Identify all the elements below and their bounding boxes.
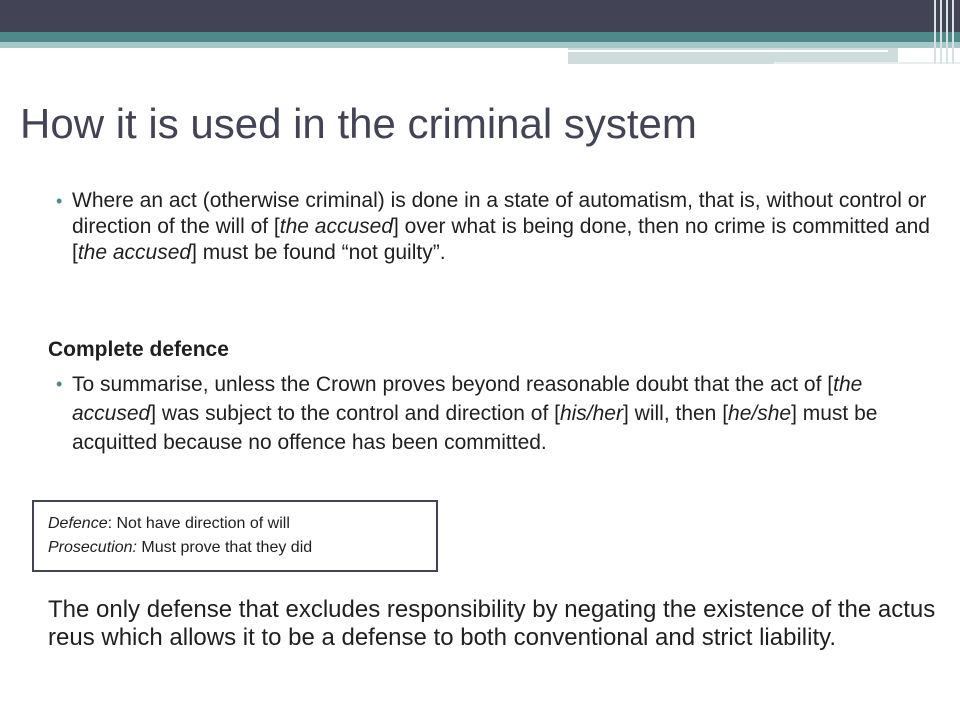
header-line — [568, 50, 888, 52]
box-label: Prosecution: — [48, 539, 137, 556]
box-label: Defence — [48, 515, 108, 532]
bullet-italic: the accused — [77, 241, 192, 264]
bullet-text: To summarise, unless the Crown proves beyond reasonable doubt that the act of [ — [72, 373, 834, 396]
bullet-text: ] will, then [ — [622, 402, 729, 425]
bullet-text: Where an act (otherwise criminal) is done in a state of automatism, that is, without control or direction of the will of [ — [72, 189, 927, 238]
bullet-automatism — [48, 188, 932, 266]
bullet-text: ] over what is being done, then no crime is committed and [ — [72, 215, 930, 264]
bullet-italic: the accused — [279, 215, 394, 238]
subheading: Complete defence — [48, 338, 229, 361]
defence-prosecution-box — [32, 500, 438, 572]
bullet-summarise — [48, 370, 932, 457]
header-band-dark — [0, 0, 960, 32]
bullet-marker: • — [56, 191, 63, 211]
box-text: Must prove that they did — [136, 539, 313, 556]
bullet-text: ] must be found “not guilty”. — [191, 241, 446, 264]
bullet-text: ] must be acquitted because no offence has been committed. — [72, 402, 878, 454]
box-line-defence — [48, 512, 436, 536]
summary-text: The only defense that excludes responsibility by negating the existence of the actus reus which allows it to be a defense to both conventional and strict liability. — [48, 596, 936, 651]
box-line-prosecution — [48, 536, 436, 560]
header-band-teal — [0, 32, 960, 42]
bullet-text: ] was subject to the control and direction of [ — [150, 402, 560, 425]
bullet-italic: he/she — [728, 402, 792, 425]
bullet-italic: his/her — [559, 402, 623, 425]
slide-title: How it is used in the criminal system — [20, 100, 697, 147]
header-stripes — [930, 0, 960, 64]
bullet-marker: • — [56, 374, 63, 394]
box-text: : Not have direction of will — [107, 515, 290, 532]
bullet-italic: the accused — [72, 373, 863, 425]
